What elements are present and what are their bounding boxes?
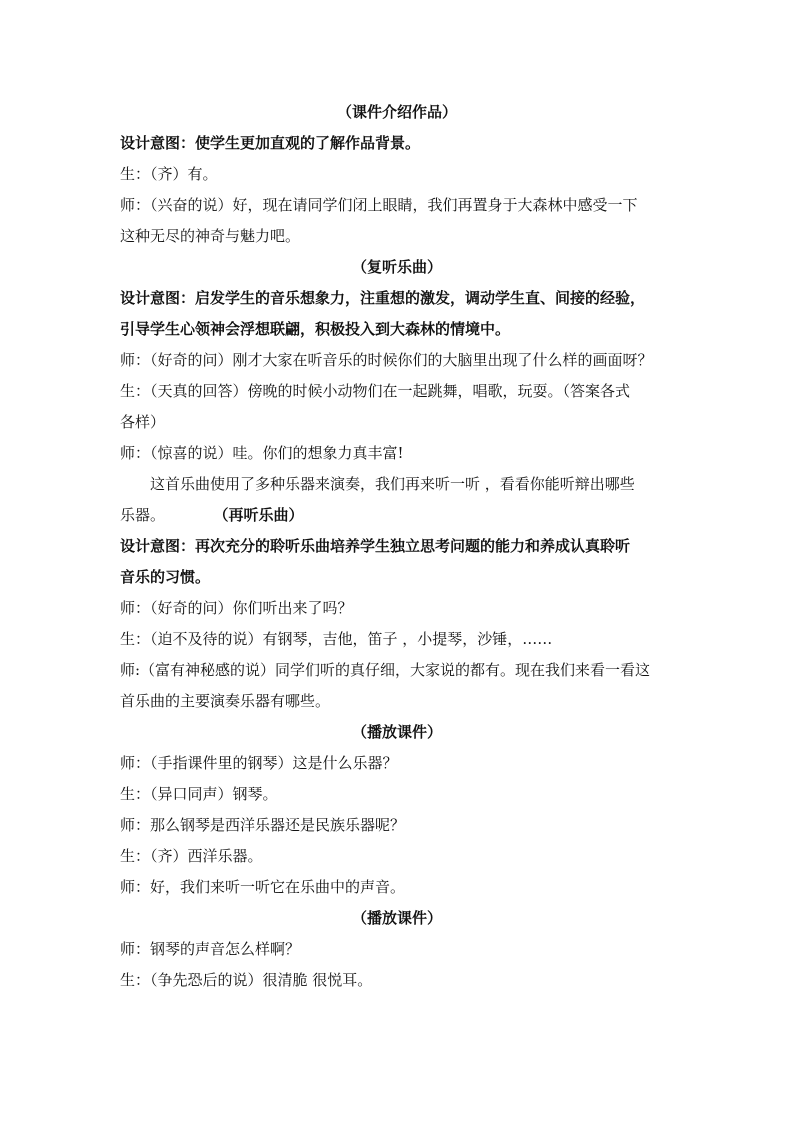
dialogue-line: 生：（迫不及待的说）有钢琴，吉他，笛子 ，小提琴，沙锤，…… — [120, 630, 553, 648]
dialogue-line: 师:（富有神秘感的说）同学们听的真仔细，大家说的都有。现在我们来看一看这 — [120, 661, 651, 679]
dialogue-line: 这种无尽的神奇与魅力吧。 — [120, 227, 301, 245]
stage-direction: （课件介绍作品） — [336, 103, 457, 121]
dialogue-line: 师：好，我们来听一听它在乐曲中的声音。 — [120, 878, 406, 896]
stage-direction: （播放课件） — [351, 909, 442, 927]
paragraph-text: 乐器。 — [120, 506, 166, 524]
dialogue-line: 生：（异口同声）钢琴。 — [120, 785, 278, 803]
design-intent: 音乐的习惯。 — [120, 568, 211, 586]
dialogue-line: 生：（齐）有。 — [120, 165, 218, 183]
dialogue-line: 生：（天真的回答）傍晚的时候小动物们在一起跳舞，唱歌，玩耍。（答案各式 — [120, 382, 631, 400]
design-intent: 设计意图：启发学生的音乐想象力，注重想的激发，调动学生直、间接的经验， — [120, 289, 646, 307]
dialogue-line: 生：（争先恐后的说）很清脆 很悦耳。 — [120, 971, 373, 989]
stage-direction: （播放课件） — [351, 723, 442, 741]
dialogue-line: 师：（手指课件里的钢琴）这是什么乐器？ — [120, 754, 398, 772]
stage-direction: （复听乐曲） — [351, 258, 442, 276]
dialogue-line: 师：（惊喜的说）哇。你们的想象力真丰富! — [120, 444, 404, 462]
dialogue-line: 生：（齐）西洋乐器。 — [120, 847, 263, 865]
paragraph-line: 这首乐曲使用了多种乐器来演奏，我们再来听一听 ，看看你能听辩出哪些 — [150, 475, 635, 493]
dialogue-line: 首乐曲的主要演奏乐器有哪些。 — [120, 692, 331, 710]
dialogue-line: 师：钢琴的声音怎么样啊？ — [120, 940, 301, 958]
dialogue-line: 师：（好奇的问）刚才大家在听音乐的时候你们的大脑里出现了什么样的画面呀？ — [120, 351, 653, 369]
dialogue-line: 师：（兴奋的说）好，现在请同学们闭上眼睛，我们再置身于大森林中感受一下 — [120, 196, 638, 214]
stage-direction-inline: （再听乐曲） — [221, 506, 304, 524]
design-intent: 引导学生心领神会浮想联翩，积极投入到大森林的情境中。 — [120, 320, 511, 338]
dialogue-line: 师：（好奇的问）你们听出来了吗？ — [120, 599, 353, 617]
design-intent: 设计意图：使学生更加直观的了解作品背景。 — [120, 134, 421, 152]
dialogue-line: 师：那么钢琴是西洋乐器还是民族乐器呢？ — [120, 816, 406, 834]
dialogue-line: 各样） — [120, 413, 166, 431]
design-intent: 设计意图：再次充分的聆听乐曲培养学生独立思考问题的能力和养成认真聆听 — [120, 537, 631, 555]
paragraph-line-with-stage — [120, 500, 674, 531]
